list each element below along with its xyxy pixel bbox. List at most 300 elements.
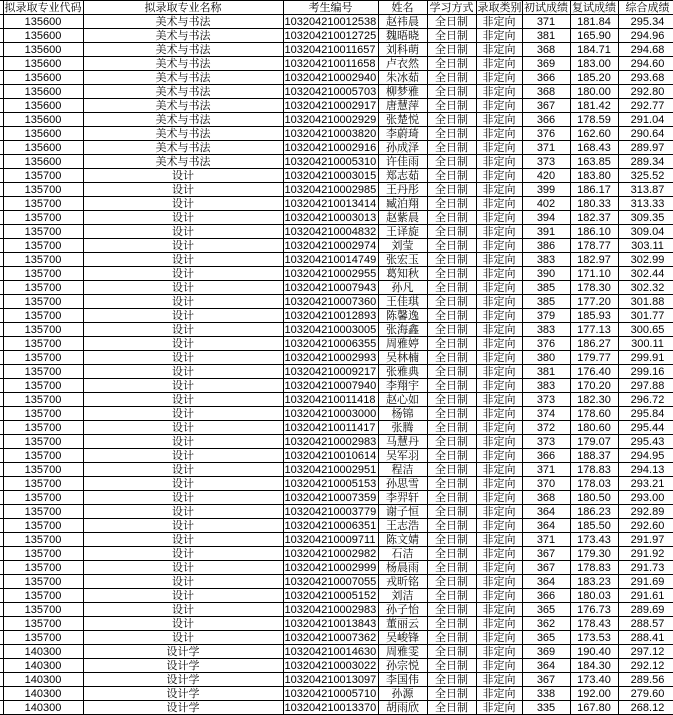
major-name-cell: 设计 xyxy=(83,561,283,575)
retest-score-cell: 186.27 xyxy=(570,337,618,351)
name-cell: 王佳琪 xyxy=(378,295,427,309)
candidate-id-cell: 103204210002929 xyxy=(284,113,377,126)
study-mode-cell: 全日制 xyxy=(427,645,476,659)
study-mode-cell: 全日制 xyxy=(427,337,476,351)
name-cell: 胡雨欣 xyxy=(378,701,427,715)
study-mode-cell: 全日制 xyxy=(427,687,476,701)
initial-score-cell: 366 xyxy=(522,449,570,463)
retest-score-cell: 168.43 xyxy=(570,141,618,155)
retest-score-cell: 178.83 xyxy=(570,561,618,575)
admission-type-cell: 非定向 xyxy=(476,57,522,71)
total-score-cell: 279.60 xyxy=(618,687,673,701)
candidate-id-cell: 103204210014749 xyxy=(284,253,377,266)
major-name-cell: 设计 xyxy=(83,575,283,589)
admission-type-cell: 非定向 xyxy=(476,267,522,281)
name-cell: 李翔宇 xyxy=(378,379,427,393)
major-code-cell: 135700 xyxy=(3,295,83,309)
study-mode-cell: 全日制 xyxy=(427,267,476,281)
major-code-cell: 135700 xyxy=(3,547,83,561)
table-row xyxy=(0,323,673,337)
table-row xyxy=(0,407,673,421)
study-mode-cell: 全日制 xyxy=(427,393,476,407)
table-row xyxy=(0,295,673,309)
study-mode-cell: 全日制 xyxy=(427,435,476,449)
table-row xyxy=(0,113,673,127)
total-score-cell: 295.43 xyxy=(618,435,673,449)
initial-score-cell: 364 xyxy=(522,575,570,589)
study-mode-cell: 全日制 xyxy=(427,29,476,43)
candidate-id-cell: 103204210007055 xyxy=(284,575,377,588)
major-name-cell: 设计 xyxy=(83,323,283,337)
candidate-id-cell: 103204210003820 xyxy=(284,127,377,140)
major-name-cell: 设计 xyxy=(83,169,283,183)
table-row xyxy=(0,701,673,715)
name-cell: 郑志茹 xyxy=(378,169,427,183)
admission-type-cell: 非定向 xyxy=(476,701,522,715)
retest-score-cell: 185.93 xyxy=(570,309,618,323)
table-row xyxy=(0,365,673,379)
study-mode-cell: 全日制 xyxy=(427,547,476,561)
table-row xyxy=(0,141,673,155)
retest-score-cell: 186.17 xyxy=(570,183,618,197)
total-score-cell: 291.04 xyxy=(618,113,673,127)
major-code-cell: 135700 xyxy=(3,463,83,477)
name-cell: 陈馨逸 xyxy=(378,309,427,323)
admission-type-cell: 非定向 xyxy=(476,183,522,197)
header-total-score: 综合成绩 xyxy=(618,1,673,15)
admission-type-cell: 非定向 xyxy=(476,589,522,603)
name-cell: 葛知秋 xyxy=(378,267,427,281)
total-score-cell: 291.92 xyxy=(618,547,673,561)
initial-score-cell: 368 xyxy=(522,43,570,57)
initial-score-cell: 338 xyxy=(522,687,570,701)
major-name-cell: 设计 xyxy=(83,239,283,253)
name-cell: 赵心如 xyxy=(378,393,427,407)
initial-score-cell: 374 xyxy=(522,407,570,421)
candidate-id-cell: 103204210002993 xyxy=(284,351,377,364)
initial-score-cell: 364 xyxy=(522,659,570,673)
major-code-cell: 135700 xyxy=(3,281,83,295)
major-name-cell: 设计 xyxy=(83,547,283,561)
table-row xyxy=(0,57,673,71)
major-code-cell: 135700 xyxy=(3,239,83,253)
study-mode-cell: 全日制 xyxy=(427,673,476,687)
table-row xyxy=(0,197,673,211)
name-cell: 刘洁 xyxy=(378,589,427,603)
major-code-cell: 140300 xyxy=(3,701,83,715)
total-score-cell: 288.41 xyxy=(618,631,673,645)
initial-score-cell: 420 xyxy=(522,169,570,183)
candidate-id-cell: 103204210006355 xyxy=(284,337,377,350)
major-code-cell: 135700 xyxy=(3,407,83,421)
name-cell: 柳梦雅 xyxy=(378,85,427,99)
table-row xyxy=(0,477,673,491)
table-row xyxy=(0,505,673,519)
table-row xyxy=(0,575,673,589)
total-score-cell: 295.44 xyxy=(618,421,673,435)
study-mode-cell: 全日制 xyxy=(427,575,476,589)
initial-score-cell: 373 xyxy=(522,435,570,449)
initial-score-cell: 368 xyxy=(522,491,570,505)
study-mode-cell: 全日制 xyxy=(427,43,476,57)
candidate-id-cell: 103204210005153 xyxy=(284,477,377,490)
major-name-cell: 设计 xyxy=(83,197,283,211)
initial-score-cell: 371 xyxy=(522,15,570,29)
initial-score-cell: 335 xyxy=(522,701,570,715)
study-mode-cell: 全日制 xyxy=(427,239,476,253)
major-code-cell: 140300 xyxy=(3,673,83,687)
major-name-cell: 设计 xyxy=(83,183,283,197)
retest-score-cell: 176.73 xyxy=(570,603,618,617)
name-cell: 吴林楠 xyxy=(378,351,427,365)
admission-type-cell: 非定向 xyxy=(476,407,522,421)
name-cell: 赵祎晨 xyxy=(378,15,427,29)
retest-score-cell: 167.80 xyxy=(570,701,618,715)
initial-score-cell: 366 xyxy=(522,113,570,127)
major-name-cell: 设计 xyxy=(83,617,283,631)
table-row xyxy=(0,659,673,673)
table-row xyxy=(0,267,673,281)
admission-type-cell: 非定向 xyxy=(476,491,522,505)
name-cell: 臧泊翔 xyxy=(378,197,427,211)
admission-type-cell: 非定向 xyxy=(476,603,522,617)
name-cell: 赵紫晨 xyxy=(378,211,427,225)
major-name-cell: 设计学 xyxy=(83,687,283,701)
study-mode-cell: 全日制 xyxy=(427,183,476,197)
total-score-cell: 292.89 xyxy=(618,505,673,519)
admission-type-cell: 非定向 xyxy=(476,337,522,351)
total-score-cell: 295.34 xyxy=(618,15,673,29)
admission-type-cell: 非定向 xyxy=(476,43,522,57)
major-code-cell: 135700 xyxy=(3,575,83,589)
total-score-cell: 292.60 xyxy=(618,519,673,533)
name-cell: 周雅雯 xyxy=(378,645,427,659)
major-code-cell: 140300 xyxy=(3,645,83,659)
table-header xyxy=(0,1,673,15)
total-score-cell: 293.68 xyxy=(618,71,673,85)
admission-type-cell: 非定向 xyxy=(476,113,522,127)
header-retest-score: 复试成绩 xyxy=(572,1,616,14)
major-code-cell: 135700 xyxy=(3,449,83,463)
retest-score-cell: 181.84 xyxy=(570,15,618,29)
total-score-cell: 289.56 xyxy=(618,673,673,687)
total-score-cell: 291.69 xyxy=(618,575,673,589)
major-name-cell: 设计学 xyxy=(83,701,283,715)
total-score-cell: 301.88 xyxy=(618,295,673,309)
table-row xyxy=(0,533,673,547)
initial-score-cell: 367 xyxy=(522,673,570,687)
major-code-cell: 135600 xyxy=(3,127,83,141)
major-code-cell: 135600 xyxy=(3,57,83,71)
major-name-cell: 设计 xyxy=(83,295,283,309)
major-name-cell: 设计 xyxy=(83,379,283,393)
major-code-cell: 140300 xyxy=(3,687,83,701)
retest-score-cell: 165.90 xyxy=(570,29,618,43)
name-cell: 许佳雨 xyxy=(378,155,427,169)
major-name-cell: 设计 xyxy=(83,267,283,281)
initial-score-cell: 366 xyxy=(522,589,570,603)
retest-score-cell: 180.60 xyxy=(570,421,618,435)
total-score-cell: 291.97 xyxy=(618,533,673,547)
name-cell: 李国伟 xyxy=(378,673,427,687)
total-score-cell: 294.13 xyxy=(618,463,673,477)
total-score-cell: 291.73 xyxy=(618,561,673,575)
table-row xyxy=(0,645,673,659)
candidate-id-cell: 103204210002982 xyxy=(284,547,377,560)
retest-score-cell: 186.23 xyxy=(570,505,618,519)
table-row xyxy=(0,99,673,113)
major-name-cell: 美术与书法 xyxy=(83,155,283,169)
retest-score-cell: 190.40 xyxy=(570,645,618,659)
study-mode-cell: 全日制 xyxy=(427,701,476,715)
table-row xyxy=(0,421,673,435)
study-mode-cell: 全日制 xyxy=(427,519,476,533)
major-name-cell: 美术与书法 xyxy=(83,15,283,29)
study-mode-cell: 全日制 xyxy=(427,127,476,141)
major-name-cell: 美术与书法 xyxy=(83,113,283,127)
major-name-cell: 设计 xyxy=(83,421,283,435)
table-row xyxy=(0,239,673,253)
table-row xyxy=(0,463,673,477)
candidate-id-cell: 103204210002999 xyxy=(284,561,377,574)
major-code-cell: 135600 xyxy=(3,71,83,85)
name-cell: 杨锦 xyxy=(378,407,427,421)
initial-score-cell: 371 xyxy=(522,141,570,155)
major-name-cell: 设计 xyxy=(83,309,283,323)
major-name-cell: 美术与书法 xyxy=(83,99,283,113)
major-name-cell: 美术与书法 xyxy=(83,85,283,99)
major-code-cell: 135700 xyxy=(3,197,83,211)
table-row xyxy=(0,617,673,631)
table-row xyxy=(0,337,673,351)
initial-score-cell: 369 xyxy=(522,645,570,659)
retest-score-cell: 183.00 xyxy=(570,57,618,71)
retest-score-cell: 182.30 xyxy=(570,393,618,407)
admission-type-cell: 非定向 xyxy=(476,687,522,701)
candidate-id-cell: 103204210003022 xyxy=(284,659,377,672)
header-name: 姓名 xyxy=(378,1,427,15)
table-row xyxy=(0,673,673,687)
table-row xyxy=(0,351,673,365)
initial-score-cell: 368 xyxy=(522,85,570,99)
major-name-cell: 设计 xyxy=(83,393,283,407)
candidate-id-cell: 103204210011658 xyxy=(283,57,378,71)
admission-type-cell: 非定向 xyxy=(476,225,522,239)
major-code-cell: 135600 xyxy=(3,155,83,169)
admission-type-cell: 非定向 xyxy=(476,421,522,435)
table-row xyxy=(0,631,673,645)
admission-type-cell: 非定向 xyxy=(476,631,522,645)
name-cell: 张海鑫 xyxy=(378,323,427,337)
retest-score-cell: 173.53 xyxy=(570,631,618,645)
major-code-cell: 135700 xyxy=(3,267,83,281)
admission-type-cell: 非定向 xyxy=(476,449,522,463)
major-code-cell: 135700 xyxy=(3,435,83,449)
candidate-id-cell: 103204210003000 xyxy=(284,407,377,420)
total-score-cell: 294.68 xyxy=(618,43,673,57)
candidate-id-cell: 103204210005152 xyxy=(284,589,377,602)
initial-score-cell: 394 xyxy=(522,211,570,225)
admission-type-cell: 非定向 xyxy=(476,379,522,393)
total-score-cell: 325.52 xyxy=(618,169,673,183)
table-row xyxy=(0,281,673,295)
total-score-cell: 289.69 xyxy=(618,603,673,617)
initial-score-cell: 376 xyxy=(522,127,570,141)
total-score-cell: 294.96 xyxy=(618,29,673,43)
major-code-cell: 135700 xyxy=(3,183,83,197)
retest-score-cell: 178.60 xyxy=(570,407,618,421)
total-score-cell: 293.21 xyxy=(618,477,673,491)
total-score-cell: 297.88 xyxy=(618,379,673,393)
retest-score-cell: 183.23 xyxy=(570,575,618,589)
total-score-cell: 302.99 xyxy=(618,253,673,267)
table-row xyxy=(0,589,673,603)
header-row xyxy=(0,1,673,15)
name-cell: 董丽云 xyxy=(378,617,427,631)
candidate-id-cell: 103204210012893 xyxy=(284,309,377,322)
name-cell: 李羿轩 xyxy=(378,491,427,505)
name-cell: 孙子怡 xyxy=(378,603,427,617)
major-name-cell: 设计 xyxy=(83,505,283,519)
initial-score-cell: 367 xyxy=(522,561,570,575)
major-code-cell: 135700 xyxy=(3,379,83,393)
study-mode-cell: 全日制 xyxy=(427,421,476,435)
name-cell: 孙宗悦 xyxy=(378,659,427,673)
major-name-cell: 设计 xyxy=(83,533,283,547)
retest-score-cell: 178.83 xyxy=(570,463,618,477)
initial-score-cell: 370 xyxy=(522,477,570,491)
total-score-cell: 309.35 xyxy=(618,211,673,225)
admission-type-cell: 非定向 xyxy=(476,645,522,659)
name-cell: 吴军羽 xyxy=(378,449,427,463)
retest-score-cell: 185.50 xyxy=(570,519,618,533)
retest-score-cell: 163.85 xyxy=(570,155,618,169)
candidate-id-cell: 103204210007362 xyxy=(284,631,377,644)
major-code-cell: 135700 xyxy=(3,225,83,239)
retest-score-cell: 180.03 xyxy=(570,589,618,603)
total-score-cell: 292.12 xyxy=(618,659,673,673)
initial-score-cell: 369 xyxy=(522,57,570,71)
table-row xyxy=(0,393,673,407)
retest-score-cell: 176.40 xyxy=(570,365,618,379)
candidate-id-cell: 103204210002951 xyxy=(284,463,377,476)
candidate-id-cell: 103204210007359 xyxy=(284,491,377,504)
study-mode-cell: 全日制 xyxy=(427,211,476,225)
header-study-mode: 学习方式 xyxy=(427,1,476,15)
study-mode-cell: 全日制 xyxy=(427,225,476,239)
initial-score-cell: 379 xyxy=(522,309,570,323)
retest-score-cell: 171.10 xyxy=(570,267,618,281)
major-code-cell: 135700 xyxy=(3,169,83,183)
initial-score-cell: 386 xyxy=(522,239,570,253)
study-mode-cell: 全日制 xyxy=(427,309,476,323)
retest-score-cell: 192.00 xyxy=(570,687,618,701)
name-cell: 孙成泽 xyxy=(378,141,427,155)
candidate-id-cell: 103204210002983 xyxy=(284,603,377,616)
total-score-cell: 288.57 xyxy=(618,617,673,631)
admission-type-cell: 非定向 xyxy=(476,617,522,631)
study-mode-cell: 全日制 xyxy=(427,281,476,295)
initial-score-cell: 376 xyxy=(522,337,570,351)
table-row xyxy=(0,211,673,225)
major-name-cell: 设计 xyxy=(83,491,283,505)
major-code-cell: 135700 xyxy=(3,421,83,435)
major-name-cell: 设计 xyxy=(83,519,283,533)
retest-score-cell: 177.13 xyxy=(570,323,618,337)
major-name-cell: 设计学 xyxy=(83,673,283,687)
table-row xyxy=(0,687,673,701)
admission-type-cell: 非定向 xyxy=(476,393,522,407)
name-cell: 孙源 xyxy=(378,687,427,701)
major-code-cell: 135700 xyxy=(3,365,83,379)
candidate-id-cell: 103204210003779 xyxy=(284,505,377,518)
admission-type-cell: 非定向 xyxy=(476,169,522,183)
candidate-id-cell: 103204210014630 xyxy=(284,645,377,658)
study-mode-cell: 全日制 xyxy=(427,113,476,127)
initial-score-cell: 371 xyxy=(522,463,570,477)
candidate-id-cell: 103204210005310 xyxy=(284,155,377,168)
name-cell: 朱冰茹 xyxy=(378,71,427,85)
initial-score-cell: 385 xyxy=(522,295,570,309)
candidate-id-cell: 103204210007940 xyxy=(284,379,377,392)
major-code-cell: 135600 xyxy=(3,113,83,127)
admission-type-cell: 非定向 xyxy=(476,659,522,673)
total-score-cell: 297.12 xyxy=(618,645,673,659)
candidate-id-cell: 103204210010614 xyxy=(284,449,377,462)
total-score-cell: 292.80 xyxy=(618,85,673,99)
major-code-cell: 135700 xyxy=(3,505,83,519)
table-row xyxy=(0,225,673,239)
total-score-cell: 294.95 xyxy=(618,449,673,463)
total-score-cell: 289.34 xyxy=(618,155,673,169)
candidate-id-cell: 103204210011657 xyxy=(283,43,378,57)
major-name-cell: 设计学 xyxy=(83,645,283,659)
total-score-cell: 303.11 xyxy=(618,239,673,253)
major-code-cell: 135700 xyxy=(3,519,83,533)
candidate-id-cell: 103204210007360 xyxy=(284,295,377,308)
candidate-id-cell: 103204210013097 xyxy=(284,673,377,686)
name-cell: 刘莹 xyxy=(378,239,427,253)
study-mode-cell: 全日制 xyxy=(427,57,476,71)
candidate-id-cell: 103204210005703 xyxy=(284,85,377,98)
candidate-id-cell: 103204210002917 xyxy=(284,99,377,112)
major-name-cell: 设计 xyxy=(83,351,283,365)
total-score-cell: 300.11 xyxy=(618,337,673,351)
admission-type-cell: 非定向 xyxy=(476,295,522,309)
initial-score-cell: 385 xyxy=(522,281,570,295)
study-mode-cell: 全日制 xyxy=(427,253,476,267)
major-name-cell: 设计 xyxy=(83,253,283,267)
admission-type-cell: 非定向 xyxy=(476,463,522,477)
major-name-cell: 设计 xyxy=(83,477,283,491)
admission-type-cell: 非定向 xyxy=(476,575,522,589)
admission-type-cell: 非定向 xyxy=(476,281,522,295)
candidate-id-cell: 103204210002974 xyxy=(284,239,377,252)
retest-score-cell: 178.77 xyxy=(570,239,618,253)
retest-score-cell: 186.10 xyxy=(570,225,618,239)
study-mode-cell: 全日制 xyxy=(427,491,476,505)
header-initial-score: 初试成绩 xyxy=(524,1,568,14)
header-major-code: 拟录取专业代码 xyxy=(4,1,82,14)
admission-type-cell: 非定向 xyxy=(476,561,522,575)
study-mode-cell: 全日制 xyxy=(427,295,476,309)
name-cell: 谢子恒 xyxy=(378,505,427,519)
total-score-cell: 294.60 xyxy=(618,57,673,71)
initial-score-cell: 381 xyxy=(522,365,570,379)
major-name-cell: 设计 xyxy=(83,449,283,463)
candidate-id-cell: 103204210003015 xyxy=(284,169,377,182)
total-score-cell: 299.91 xyxy=(618,351,673,365)
